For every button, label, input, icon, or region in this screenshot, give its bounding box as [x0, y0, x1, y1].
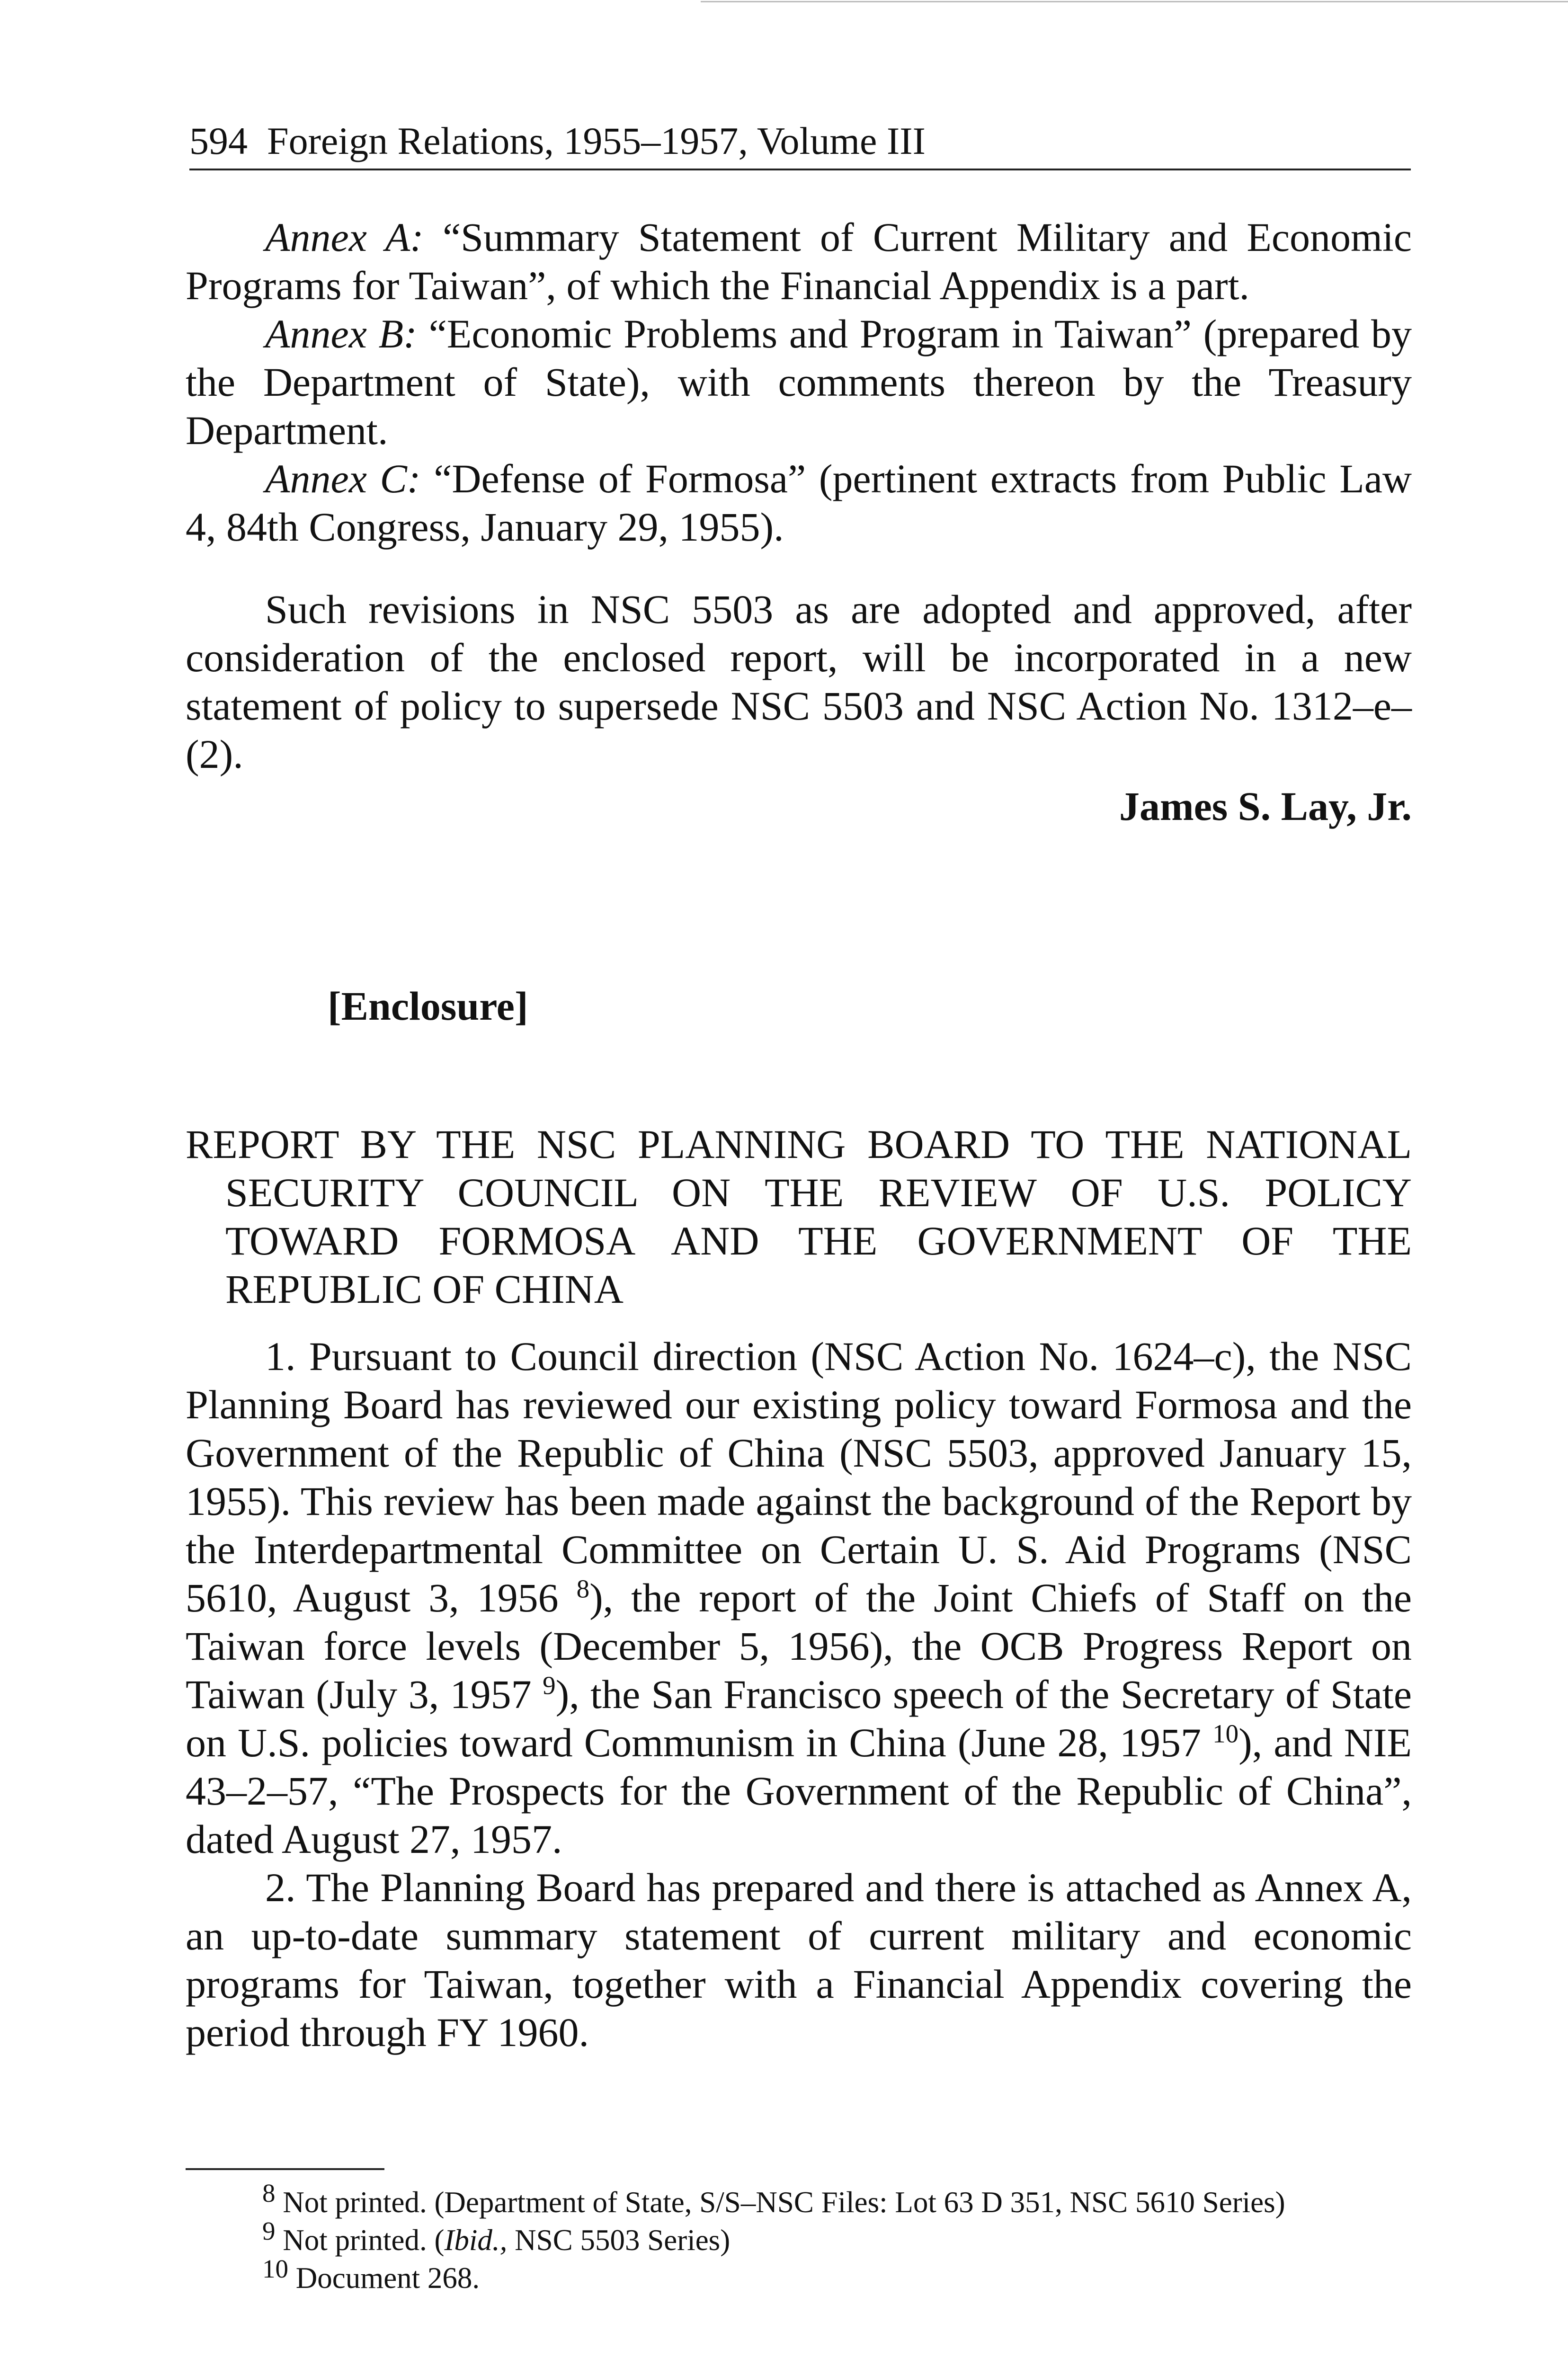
- scan-edge-line: [701, 1, 1568, 2]
- paragraph-1-part-c: ), the San Francisco speech of the Secretary of State on U.S. policies toward Communism in China (June 28, 1957: [186, 1672, 1412, 1765]
- footnote-10-number: 10: [262, 2254, 288, 2283]
- annex-c-label: Annex C:: [265, 456, 421, 501]
- paragraph-1-part-a: 1. Pursuant to Council direction (NSC Action No. 1624–c), the NSC Planning Board has reviewed our existing policy toward Formosa and the Government of the Republic of China (NSC 5503, approved January 15, 1955). This review has been made against the background of the Report by the Interdepartmental Committee on Certain U. S. Aid Programs (NSC 5610, August 3, 1956: [186, 1334, 1412, 1620]
- header-text: [189, 117, 1411, 165]
- annex-b-entry: [186, 310, 1412, 454]
- footnote-ref-8[interactable]: 8: [576, 1574, 590, 1603]
- annex-a-text: “Summary Statement of Current Military and Economic Programs for Taiwan”, of which the Financial Appendix is a part.: [186, 214, 1412, 308]
- footnote-ref-9[interactable]: 9: [543, 1671, 556, 1700]
- footnote-9-number: 9: [262, 2216, 276, 2245]
- footnote-9-text-pre: Not printed. (: [275, 2224, 445, 2257]
- annex-a-label: Annex A:: [265, 214, 424, 260]
- footnotes: [186, 2179, 1412, 2297]
- footnote-10-text: Document 268.: [288, 2261, 480, 2295]
- paragraph-1-part-b: ), the report of the Joint Chiefs of Staff on the Taiwan force levels (December 5, 1956), the OCB Progress Report on Taiwan (July 3, 1957: [186, 1575, 1412, 1717]
- paragraph-2: 2. The Planning Board has prepared and there is attached as Annex A, an up-to-date summary statement of current military and economic programs for Taiwan, together with a Financial Appendix covering the period through FY 1960.: [186, 1865, 1412, 2055]
- footnote-rule: [186, 2168, 384, 2170]
- footnote-ref-10[interactable]: 10: [1212, 1719, 1239, 1748]
- page-number: 594: [189, 119, 248, 162]
- footnote-9-ibid: Ibid.,: [444, 2224, 508, 2257]
- annex-b-label: Annex B:: [265, 311, 417, 356]
- report-title: REPORT BY THE NSC PLANNING BOARD TO THE NATIONAL SECURITY COUNCIL ON THE REVIEW OF U.S. POLICY TOWARD FORMOSA AND THE GOVERNMENT OF THE REPUBLIC OF CHINA: [186, 1121, 1412, 1312]
- header-rule: [189, 169, 1411, 170]
- enclosure-label: [Enclosure]: [328, 983, 528, 1029]
- document-body: [186, 213, 1412, 2056]
- running-header: [189, 117, 1411, 170]
- annex-c-entry: [186, 454, 1412, 551]
- footnote-8-text: Not printed. (Department of State, S/S–NSC Files: Lot 63 D 351, NSC 5610 Series): [275, 2186, 1285, 2219]
- footnote-10: [186, 2254, 1412, 2297]
- annex-c-text: “Defense of Formosa” (pertinent extracts from Public Law 4, 84th Congress, January 29, 1955).: [186, 456, 1412, 550]
- spacer: [186, 1313, 1412, 1332]
- signature: James S. Lay, Jr.: [1119, 783, 1412, 829]
- footnote-9-text-post: NSC 5503 Series): [507, 2224, 731, 2257]
- footnote-9: [186, 2216, 1412, 2259]
- spacer: [186, 551, 1412, 585]
- running-title: Foreign Relations, 1955–1957, Volume III: [267, 119, 926, 162]
- annex-a-entry: [186, 213, 1412, 310]
- annex-b-text: “Economic Problems and Program in Taiwan” (prepared by the Department of State), with comments thereon by the Treasury Department.: [186, 311, 1412, 453]
- footnote-8-number: 8: [262, 2179, 276, 2207]
- footnote-8: [186, 2179, 1412, 2221]
- paragraph-1: [186, 1332, 1412, 1863]
- paragraph-1-part-d: ), and NIE 43–2–57, “The Prospects for the Government of the Republic of China”, dated August 27, 1957.: [186, 1720, 1412, 1862]
- revision-paragraph: Such revisions in NSC 5503 as are adopted and approved, after consideration of the enclosed report, will be incorporated in a new statement of policy to supersede NSC 5503 and NSC Action No. 1312–e–(2).: [186, 587, 1412, 777]
